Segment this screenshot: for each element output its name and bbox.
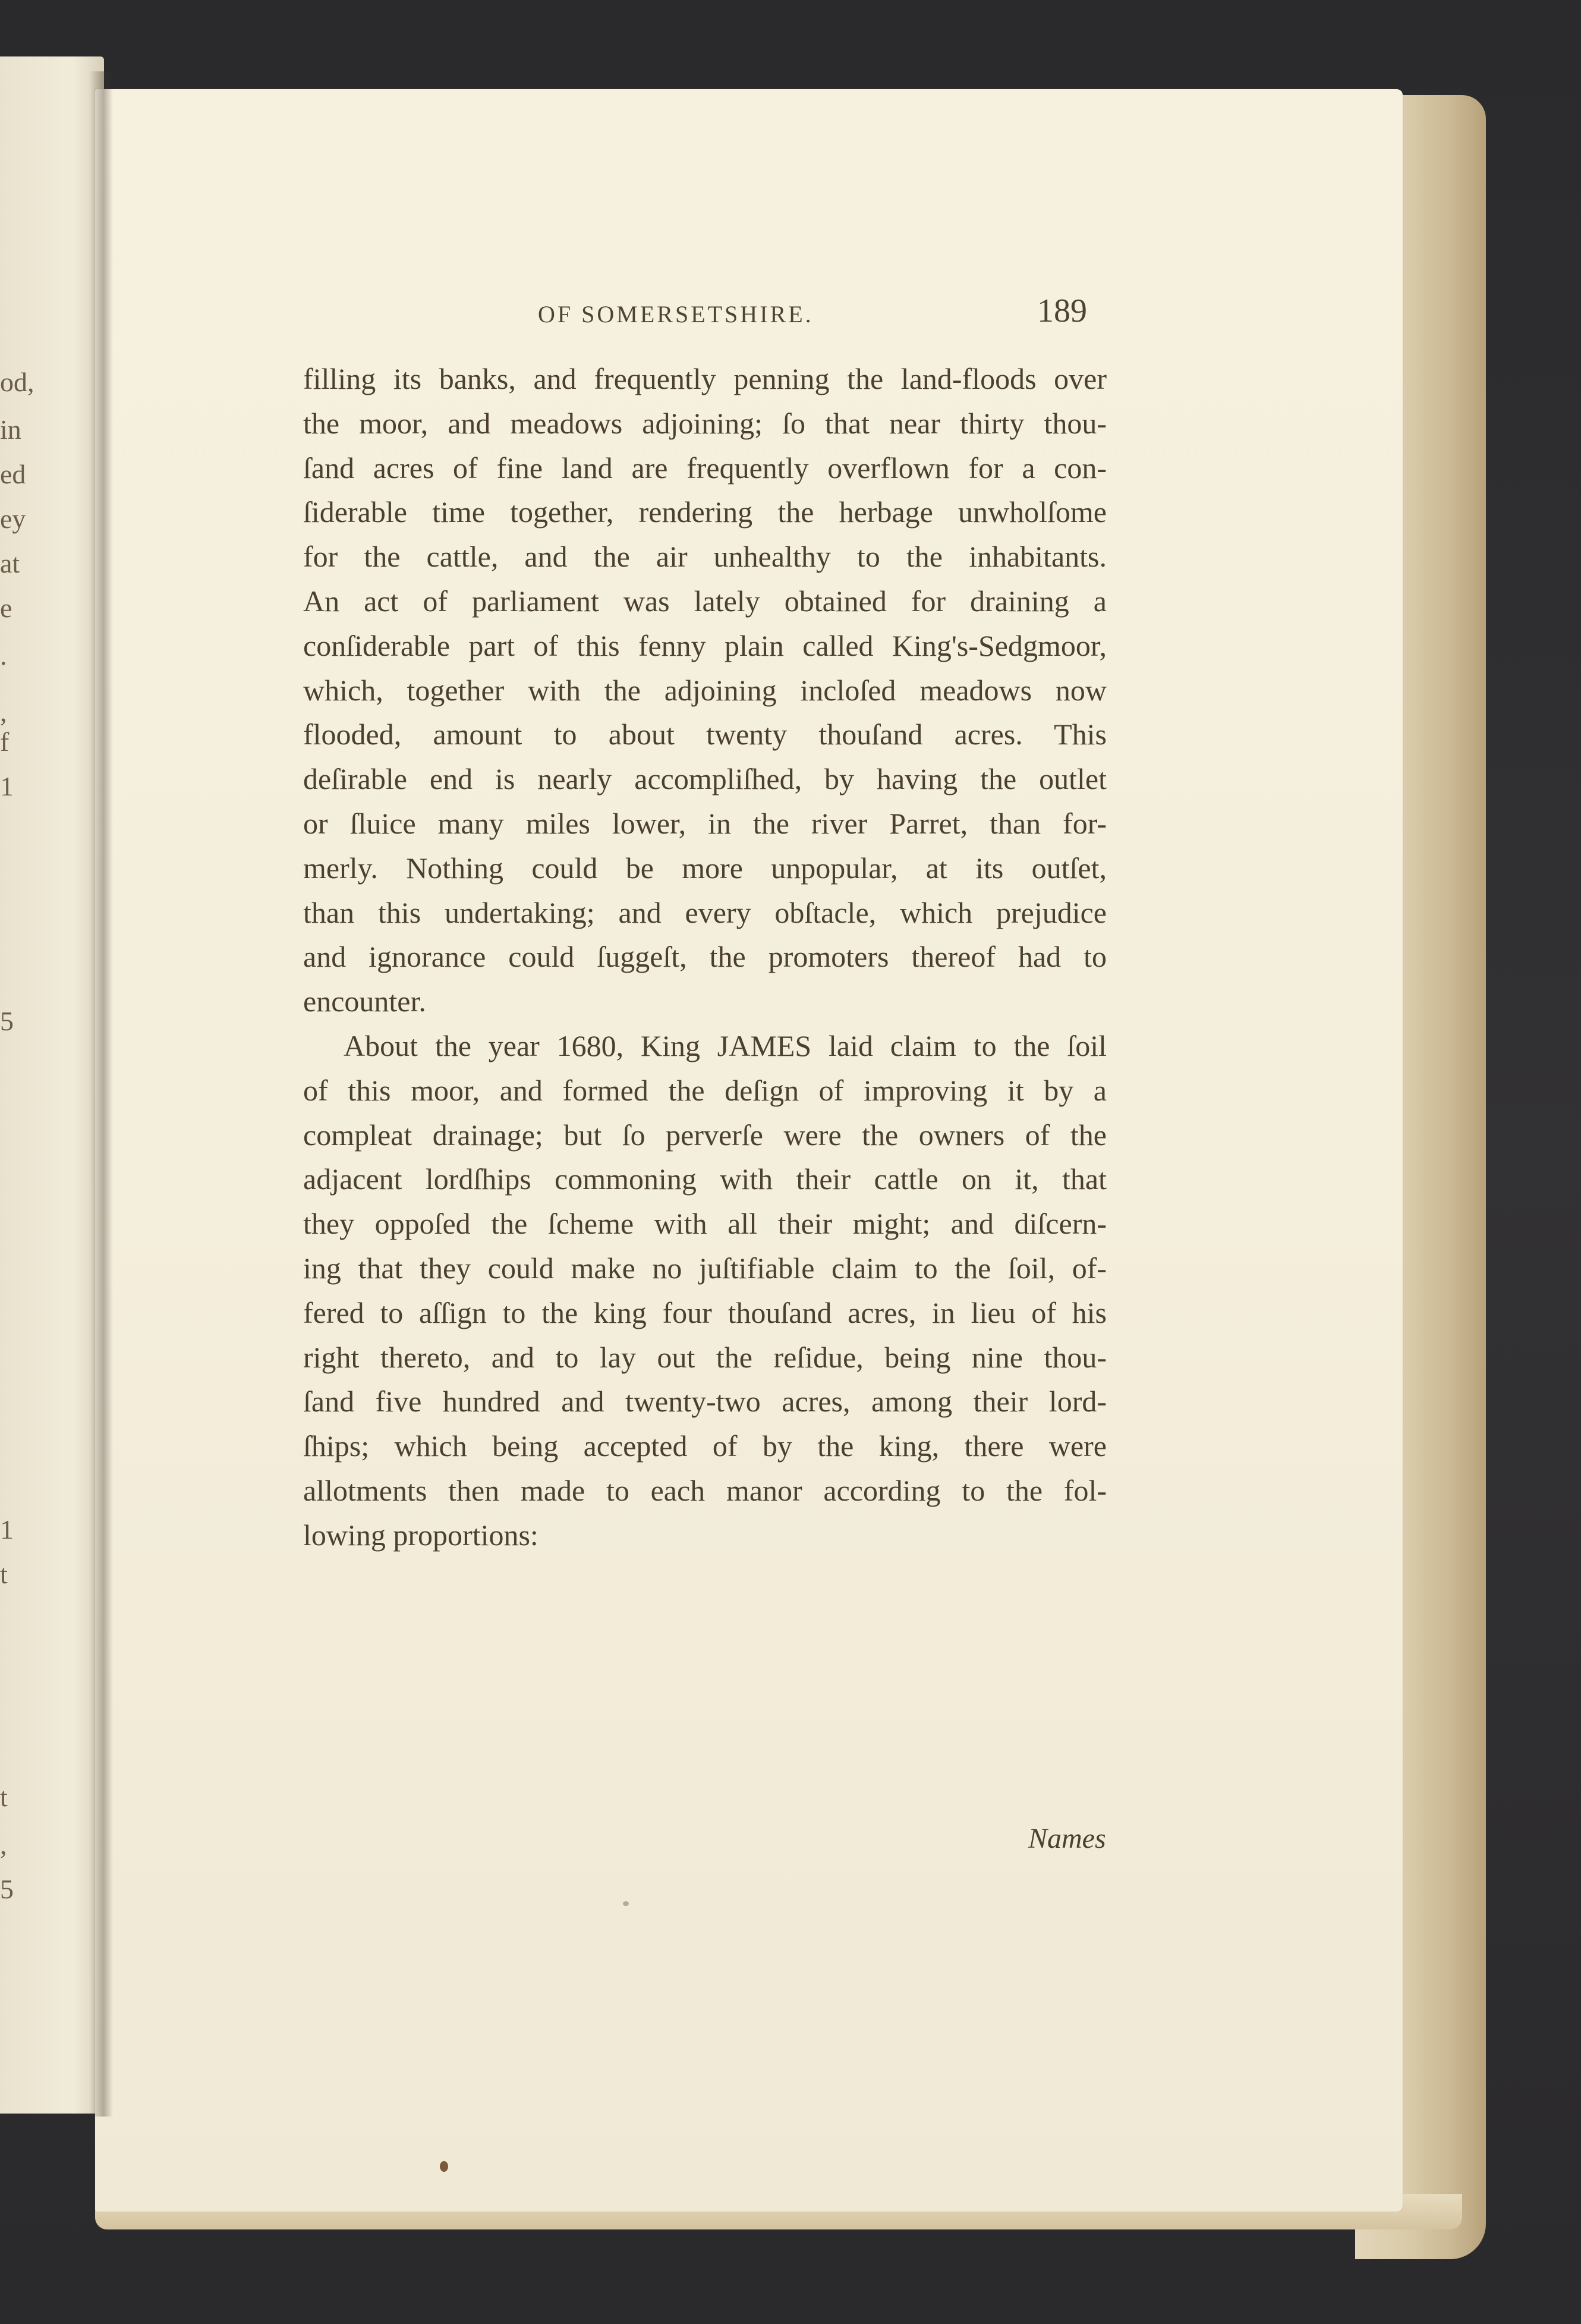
facing-page-fragment: t: [0, 1559, 8, 1589]
facing-page-fragment: ,: [0, 1829, 7, 1860]
ink-speck: [440, 2161, 448, 2172]
paper-mark: [623, 1901, 629, 1906]
text-line: An act of parliament was lately obtained for draining a: [303, 584, 1107, 618]
text-line: fered to aſſign to the king four thouſand acres, in lieu of his: [303, 1295, 1107, 1329]
text-line: allotments then made to each manor according to the fol-: [303, 1473, 1107, 1507]
text-line: they oppoſed the ſcheme with all their might; and diſcern-: [303, 1207, 1107, 1241]
facing-page-fragment: t: [0, 1782, 8, 1812]
text-line: than this undertaking; and every obſtacle, which prejudice: [303, 895, 1107, 929]
text-line: and ignorance could ſuggeſt, the promoters thereof had to: [303, 940, 1107, 974]
text-line: ſand five hundred and twenty-two acres, among their lord-: [303, 1385, 1107, 1419]
facing-page-fragment: ey: [0, 504, 26, 534]
facing-page-fragment: f: [0, 727, 10, 757]
catchword: Names: [1028, 1823, 1106, 1854]
paragraph-first-line: About the year 1680, King JAMES laid claim to the ſoil: [344, 1029, 1107, 1062]
text-line: lowing proportions:: [303, 1518, 538, 1552]
facing-page-fragment: 1: [0, 1514, 14, 1545]
text-line: the moor, and meadows adjoining; ſo that near thirty thou-: [303, 406, 1107, 440]
facing-page-fragment: at: [0, 548, 20, 578]
text-line: ſand acres of fine land are frequently overflown for a con-: [303, 451, 1107, 485]
text-line: encounter.: [303, 985, 426, 1018]
text-line: which, together with the adjoining incloſed meadows now: [303, 673, 1107, 707]
text-line: filling its banks, and frequently penning the land-floods over: [303, 362, 1107, 395]
text-line: ſiderable time together, rendering the herbage unwholſome: [303, 495, 1107, 529]
facing-page-fragment: 1: [0, 771, 14, 801]
facing-page-fragment: ,: [0, 697, 7, 727]
text-line: conſiderable part of this fenny plain called King's-Sedgmoor,: [303, 628, 1107, 662]
text-line: or ſluice many miles lower, in the river Parret, than for-: [303, 806, 1107, 840]
facing-page-edge: [0, 56, 104, 2114]
text-line: right thereto, and to lay out the reſidue, being nine thou-: [303, 1340, 1107, 1374]
facing-page-fragment: e: [0, 593, 12, 623]
page-header: [0, 294, 1581, 336]
text-line: for the cattle, and the air unhealthy to the inhabitants.: [303, 540, 1107, 574]
facing-page-fragment: ed: [0, 459, 26, 489]
text-line: merly. Nothing could be more unpopular, at its outſet,: [303, 851, 1107, 885]
facing-page-fragment: in: [0, 414, 21, 445]
facing-page-fragment: 5: [0, 1874, 14, 1904]
text-line: deſirable end is nearly accompliſhed, by having the outlet: [303, 762, 1107, 796]
text-line: ſhips; which being accepted of by the king, there were: [303, 1429, 1107, 1463]
running-head: OF SOMERSETSHIRE.: [538, 301, 814, 328]
text-line: adjacent lordſhips commoning with their cattle on it, that: [303, 1162, 1107, 1196]
page-number: 189: [1037, 293, 1087, 329]
facing-page-fragment: od,: [0, 367, 34, 397]
facing-page-fragment: .: [0, 640, 7, 671]
text-line: flooded, amount to about twenty thouſand acres. This: [303, 718, 1107, 751]
text-line: compleat drainage; but ſo perverſe were the owners of the: [303, 1118, 1107, 1152]
facing-page-fragment: 5: [0, 1006, 14, 1036]
text-line: of this moor, and formed the deſign of improving it by a: [303, 1073, 1107, 1107]
body-text: [303, 357, 1107, 1558]
text-line: ing that they could make no juſtifiable claim to the ſoil, of-: [303, 1251, 1107, 1285]
gutter-shadow: [89, 71, 113, 2117]
